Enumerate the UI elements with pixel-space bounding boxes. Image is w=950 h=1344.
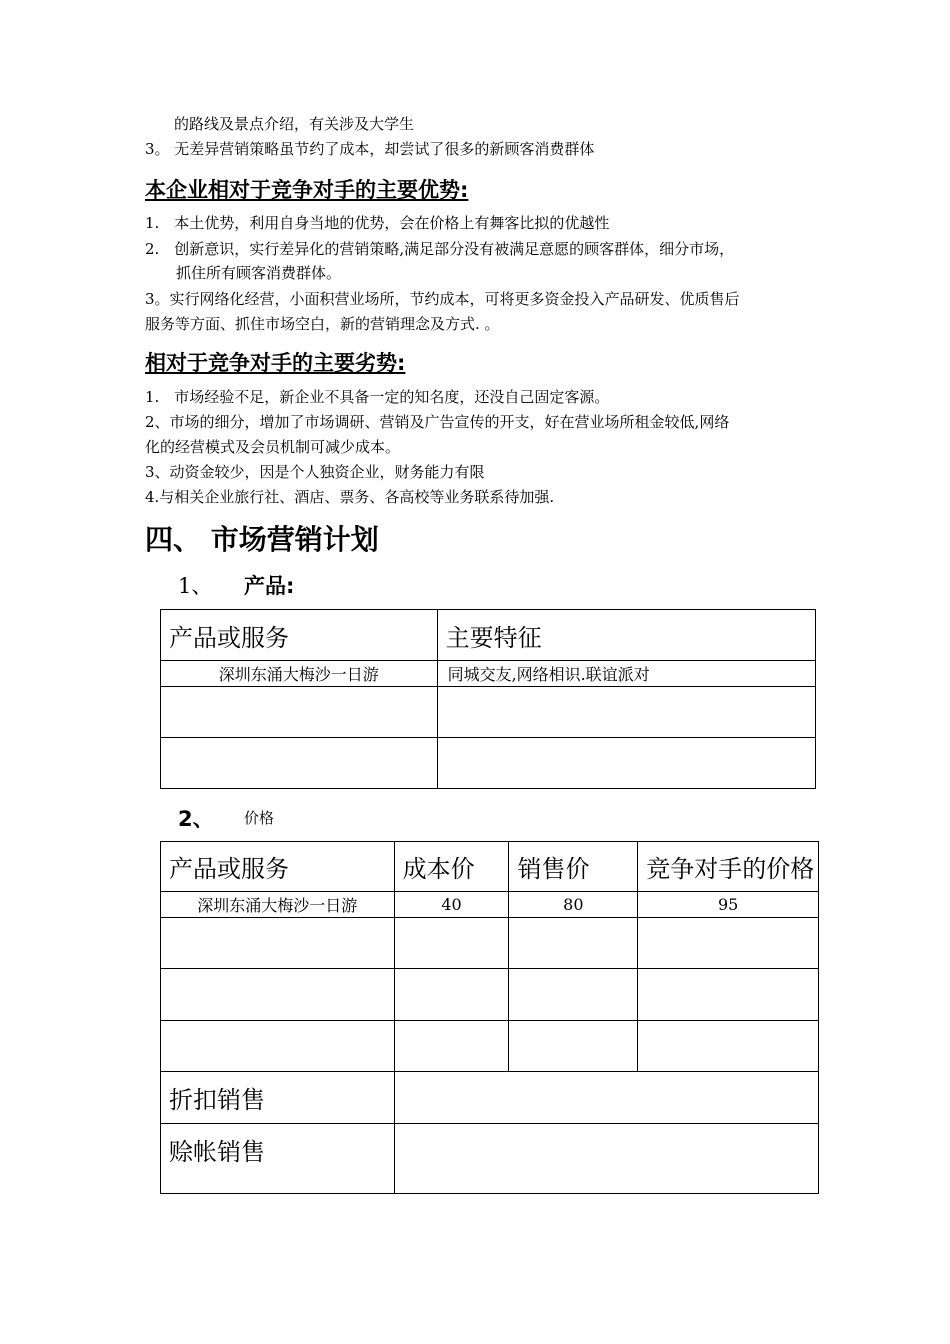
table-row [161,661,816,687]
credit-row [161,1124,819,1194]
subsection-2-number: 2、 [178,807,214,831]
table-cell [638,918,819,969]
table-row [161,892,819,918]
advantage-item-1: 1. 本土优势，利用自身当地的优势，会在价格上有舞客比拟的优越性 [145,214,610,232]
table-row [161,738,816,789]
table-cell [161,918,395,969]
table-row [161,687,816,738]
table-cell: 95 [638,892,819,918]
section4-heading: 四、 市场营销计划 [145,523,379,556]
table-row [161,918,819,969]
advantage-item-3a: 3。实行网络化经营，小面积营业场所，节约成本，可将更多资金投入产品研发、优质售后 [145,290,740,308]
price-header-cost: 成本价 [394,842,509,892]
table-cell [161,969,395,1021]
table-cell [394,1021,509,1072]
product-table [160,609,816,789]
table-cell: 40 [394,892,509,918]
price-header-service: 产品或服务 [161,842,395,892]
product-header-service: 产品或服务 [161,610,438,661]
table-row [161,969,819,1021]
credit-value-cell [394,1124,818,1194]
advantage-item-2a: 2. 创新意识，实行差异化的营销策略,满足部分没有被满足意愿的顾客群体，细分市场， [145,240,735,258]
table-cell [161,687,438,738]
table-cell [509,1021,638,1072]
table-cell [638,969,819,1021]
table-cell [394,969,509,1021]
table-cell [437,687,815,738]
subsection-2-label: 价格 [244,809,275,827]
price-table [160,841,819,1194]
disadvantages-heading: 相对于竞争对手的主要劣势: [145,351,406,375]
table-cell: 80 [509,892,638,918]
table-cell: 深圳东涌大梅沙一日游 [161,892,395,918]
table-cell: 同城交友,网络相识.联谊派对 [437,661,815,687]
advantages-heading: 本企业相对于竞争对手的主要优势: [145,178,469,202]
discount-value-cell [394,1072,818,1124]
table-cell [394,918,509,969]
subsection-1-number: 1、 [178,574,213,598]
table-cell [509,969,638,1021]
table-row [161,1021,819,1072]
table-header-row [161,610,816,661]
disadvantage-item-3: 3、动资金较少，因是个人独资企业，财务能力有限 [145,463,485,481]
subsection-1-label: 产品: [244,574,295,598]
table-cell [437,738,815,789]
intro-line-2: 3。 无差异营销策略虽节约了成本，却尝试了很多的新顾客消费群体 [145,140,595,158]
disadvantage-item-1: 1. 市场经验不足，新企业不具备一定的知名度，还没自己固定客源。 [145,388,610,406]
table-cell [161,738,438,789]
product-header-feature: 主要特征 [437,610,815,661]
table-cell: 深圳东涌大梅沙一日游 [161,661,438,687]
discount-label: 折扣销售 [161,1072,395,1124]
advantage-item-3b: 服务等方面、抓住市场空白，新的营销理念及方式. 。 [145,315,500,333]
table-cell [509,918,638,969]
credit-label: 赊帐销售 [161,1124,395,1194]
price-header-sale: 销售价 [509,842,638,892]
table-cell [638,1021,819,1072]
advantage-item-2b: 抓住所有顾客消费群体。 [176,264,342,282]
table-header-row [161,842,819,892]
disadvantage-item-2b: 化的经营模式及会员机制可减少成本。 [145,438,401,456]
discount-row [161,1072,819,1124]
intro-line-1: 的路线及景点介绍，有关涉及大学生 [174,115,415,133]
disadvantage-item-2a: 2、市场的细分，增加了市场调研、营销及广告宣传的开支，好在营业场所租金较低,网络 [145,413,730,431]
disadvantage-item-4: 4.与相关企业旅行社、酒店、票务、各高校等业务联系待加强. [145,488,555,506]
table-cell [161,1021,395,1072]
price-header-competitor: 竞争对手的价格 [638,842,819,892]
